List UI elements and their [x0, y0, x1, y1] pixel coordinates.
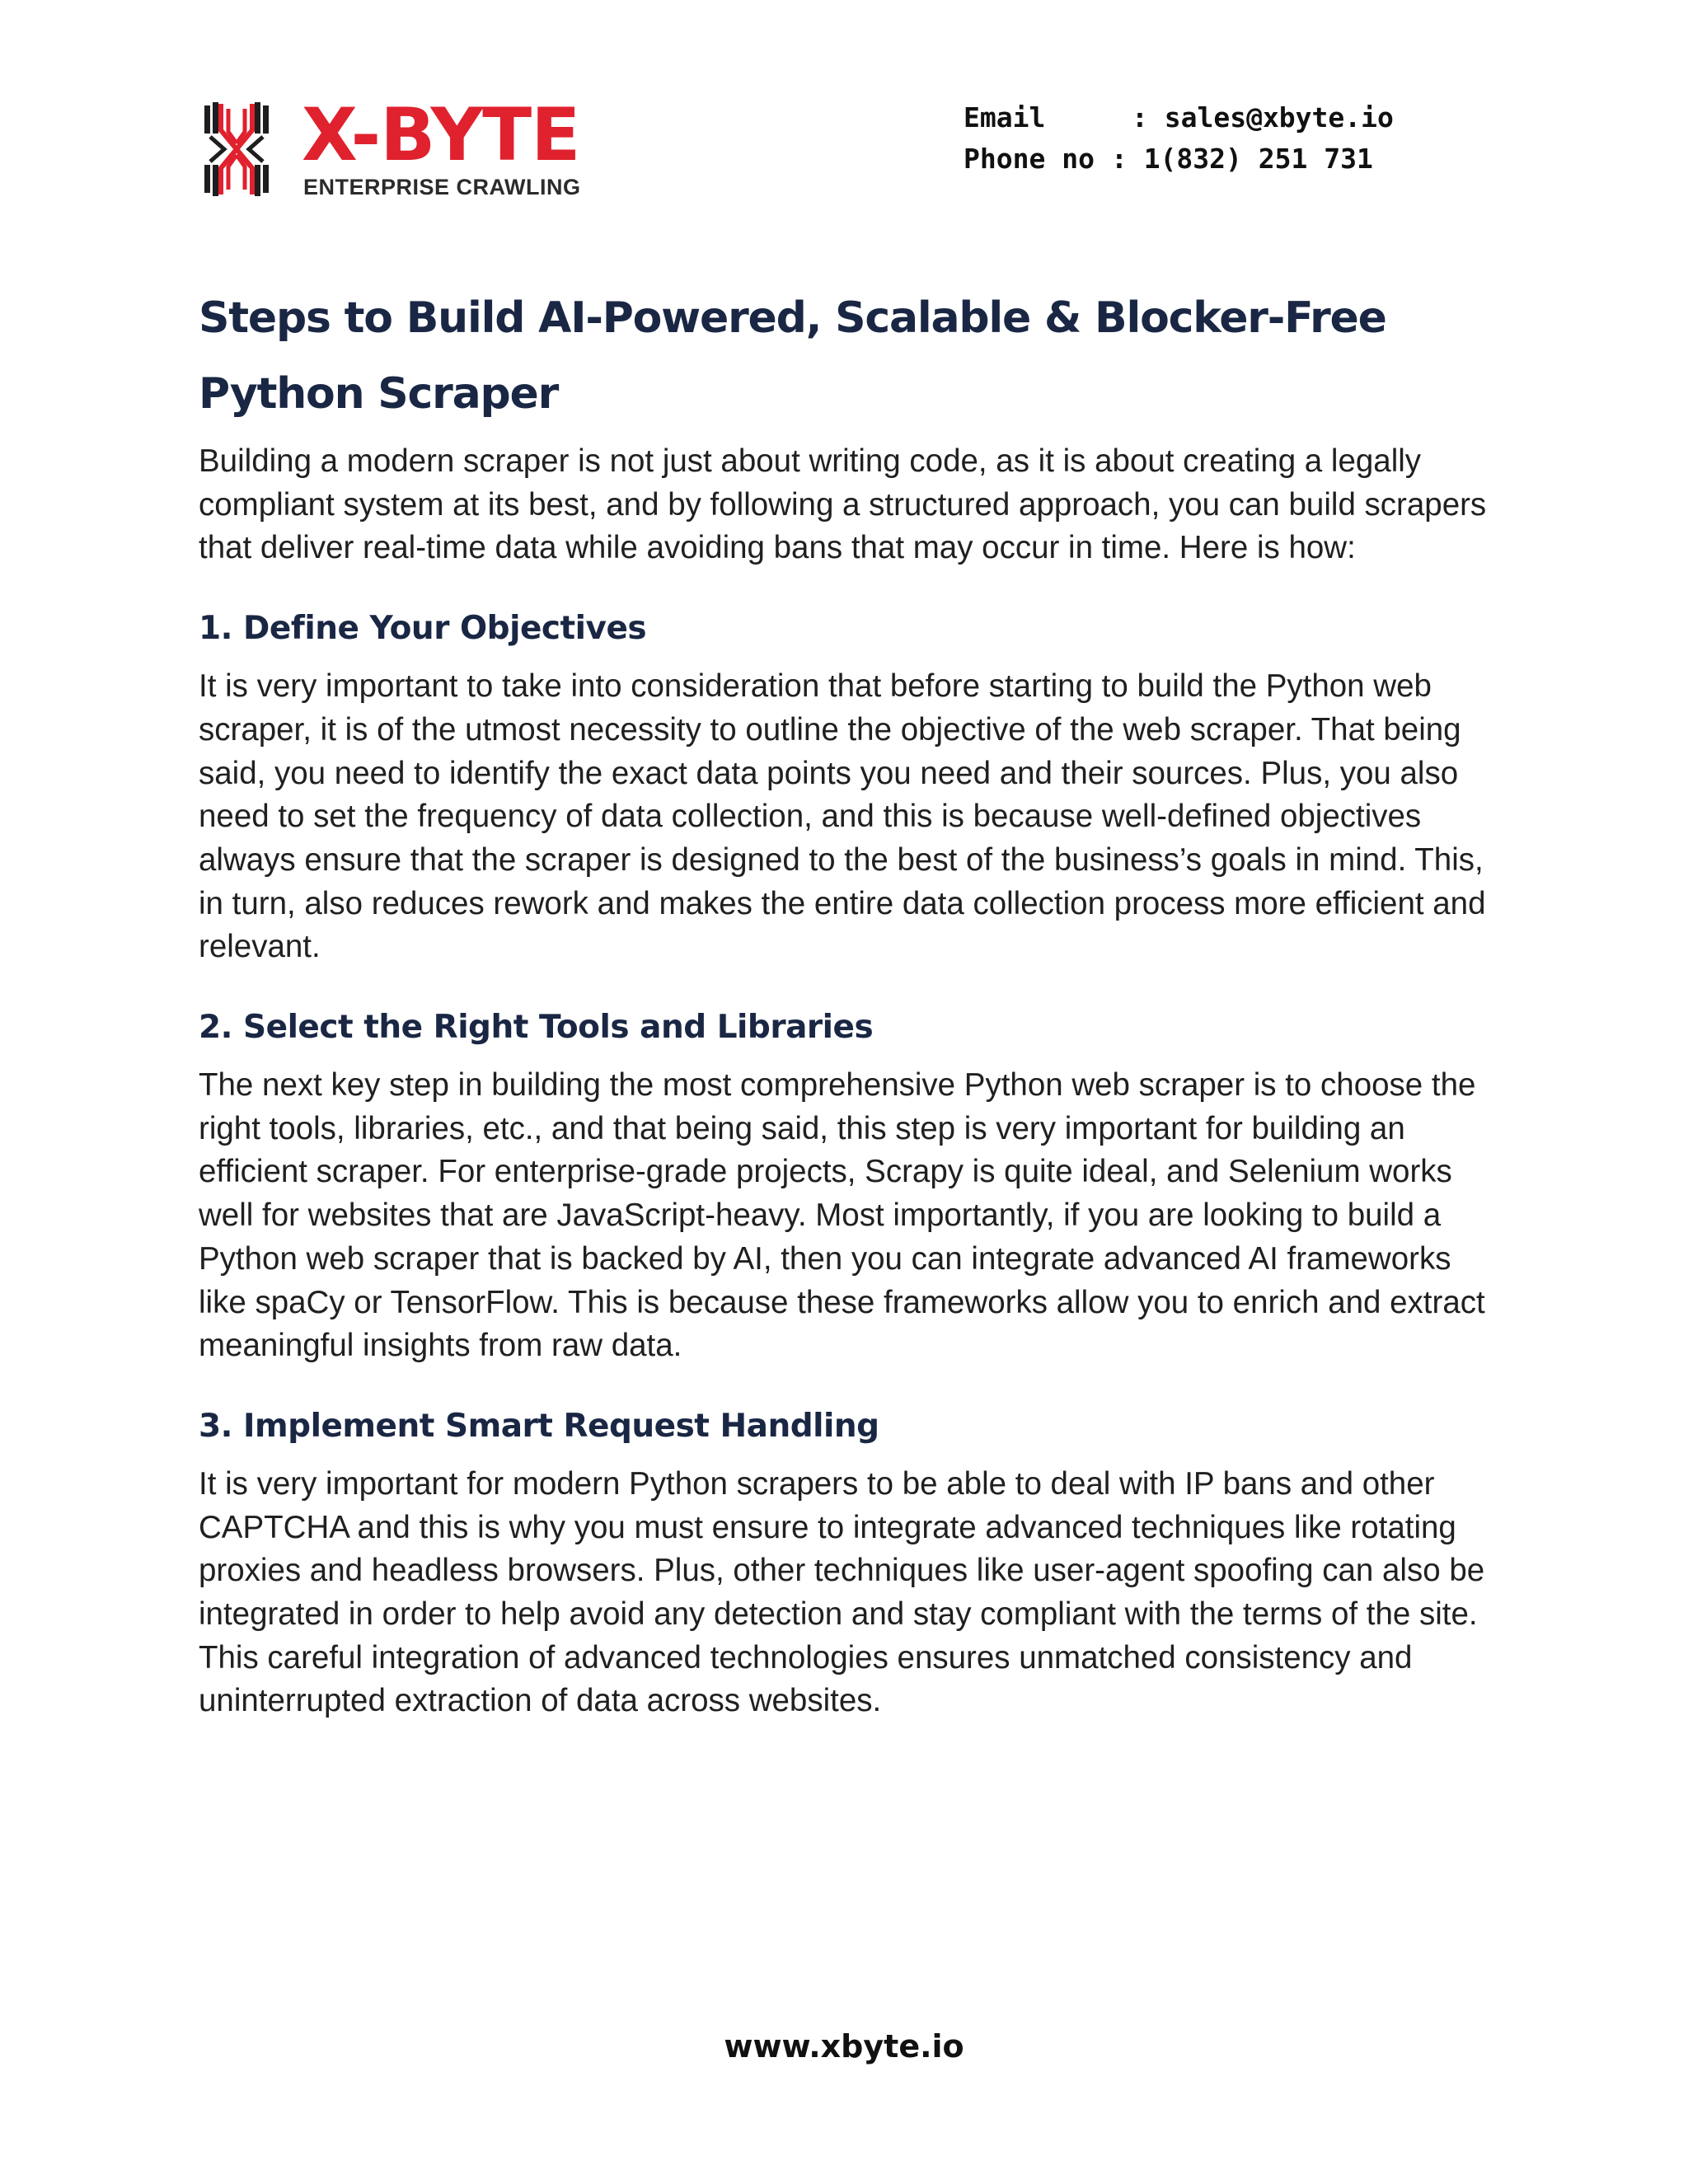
section-select-tools: [199, 1005, 1501, 1368]
footer-website-link[interactable]: www.xbyte.io: [724, 2028, 964, 2064]
section-heading: 1. Define Your Objectives: [199, 610, 647, 648]
document-body: [199, 280, 1501, 1723]
section-paragraph: It is very important for modern Python scrapers to be able to deal with IP bans and other CAPTCHA and this is why you must ensure to integrate advanced techniques like rotating proxies and headless browsers. Plus, other techniques like user-agent spoofing can also be integrated in order to help avoid any detection and stay compliant with the terms of the site. This careful integration of advanced technologies ensures unmatched consistency and uninterrupted extraction of data across websites.: [199, 1465, 1485, 1719]
contact-info: [964, 97, 1394, 180]
phone-label: Phone no: [964, 143, 1095, 175]
contact-email-row: [964, 97, 1394, 138]
section-heading: 2. Select the Right Tools and Libraries: [199, 1009, 874, 1047]
email-value[interactable]: : sales@xbyte.io: [1132, 101, 1394, 134]
contact-phone-row: [964, 138, 1394, 180]
company-logo[interactable]: [203, 92, 582, 199]
logo-name: X-BYTE: [302, 92, 580, 177]
section-heading: 3. Implement Smart Request Handling: [199, 1407, 879, 1445]
logo-tagline: ENTERPRISE CRAWLING: [303, 175, 581, 199]
page-title: Steps to Build AI-Powered, Scalable & Blocker-Free Python Scraper: [199, 293, 1386, 419]
intro-paragraph: Building a modern scraper is not just about writing code, as it is about creating a legally compliant system at its best, and by following a structured approach, you can build scrapers that deliver real-time data while avoiding bans that may occur in time. Here is how:: [199, 443, 1487, 566]
phone-value[interactable]: : 1(832) 251 731: [1110, 143, 1373, 175]
page-header: [0, 0, 1688, 214]
section-request-handling: [199, 1404, 1501, 1723]
section-paragraph: It is very important to take into consideration that before starting to build the Python web scraper, it is of the utmost necessity to outline the objective of the web scraper. That being said, you need to identify the exact data points you need and their sources. Plus, you also need to set the frequency of data collection, and this is because well-defined objectives always ensure that the scraper is designed to the best of the business’s goals in mind. This, in turn, also reduces rework and makes the entire data collection process more efficient and relevant.: [199, 668, 1486, 965]
section-paragraph: The next key step in building the most comprehensive Python web scraper is to choose the right tools, libraries, etc., and that being said, this step is very important for building an efficient scraper. For enterprise-grade projects, Scrapy is quite ideal, and Selenium works well for websites that are JavaScript-heavy. Most importantly, if you are looking to build a Python web scraper that is backed by AI, then you can integrate advanced AI frameworks like spaCy or TensorFlow. This is because these frameworks allow you to enrich and extract meaningful insights from raw data.: [199, 1067, 1485, 1364]
section-define-objectives: [199, 606, 1501, 969]
xbyte-logo-mark-icon: [203, 101, 270, 198]
email-label: Email: [964, 101, 1046, 134]
